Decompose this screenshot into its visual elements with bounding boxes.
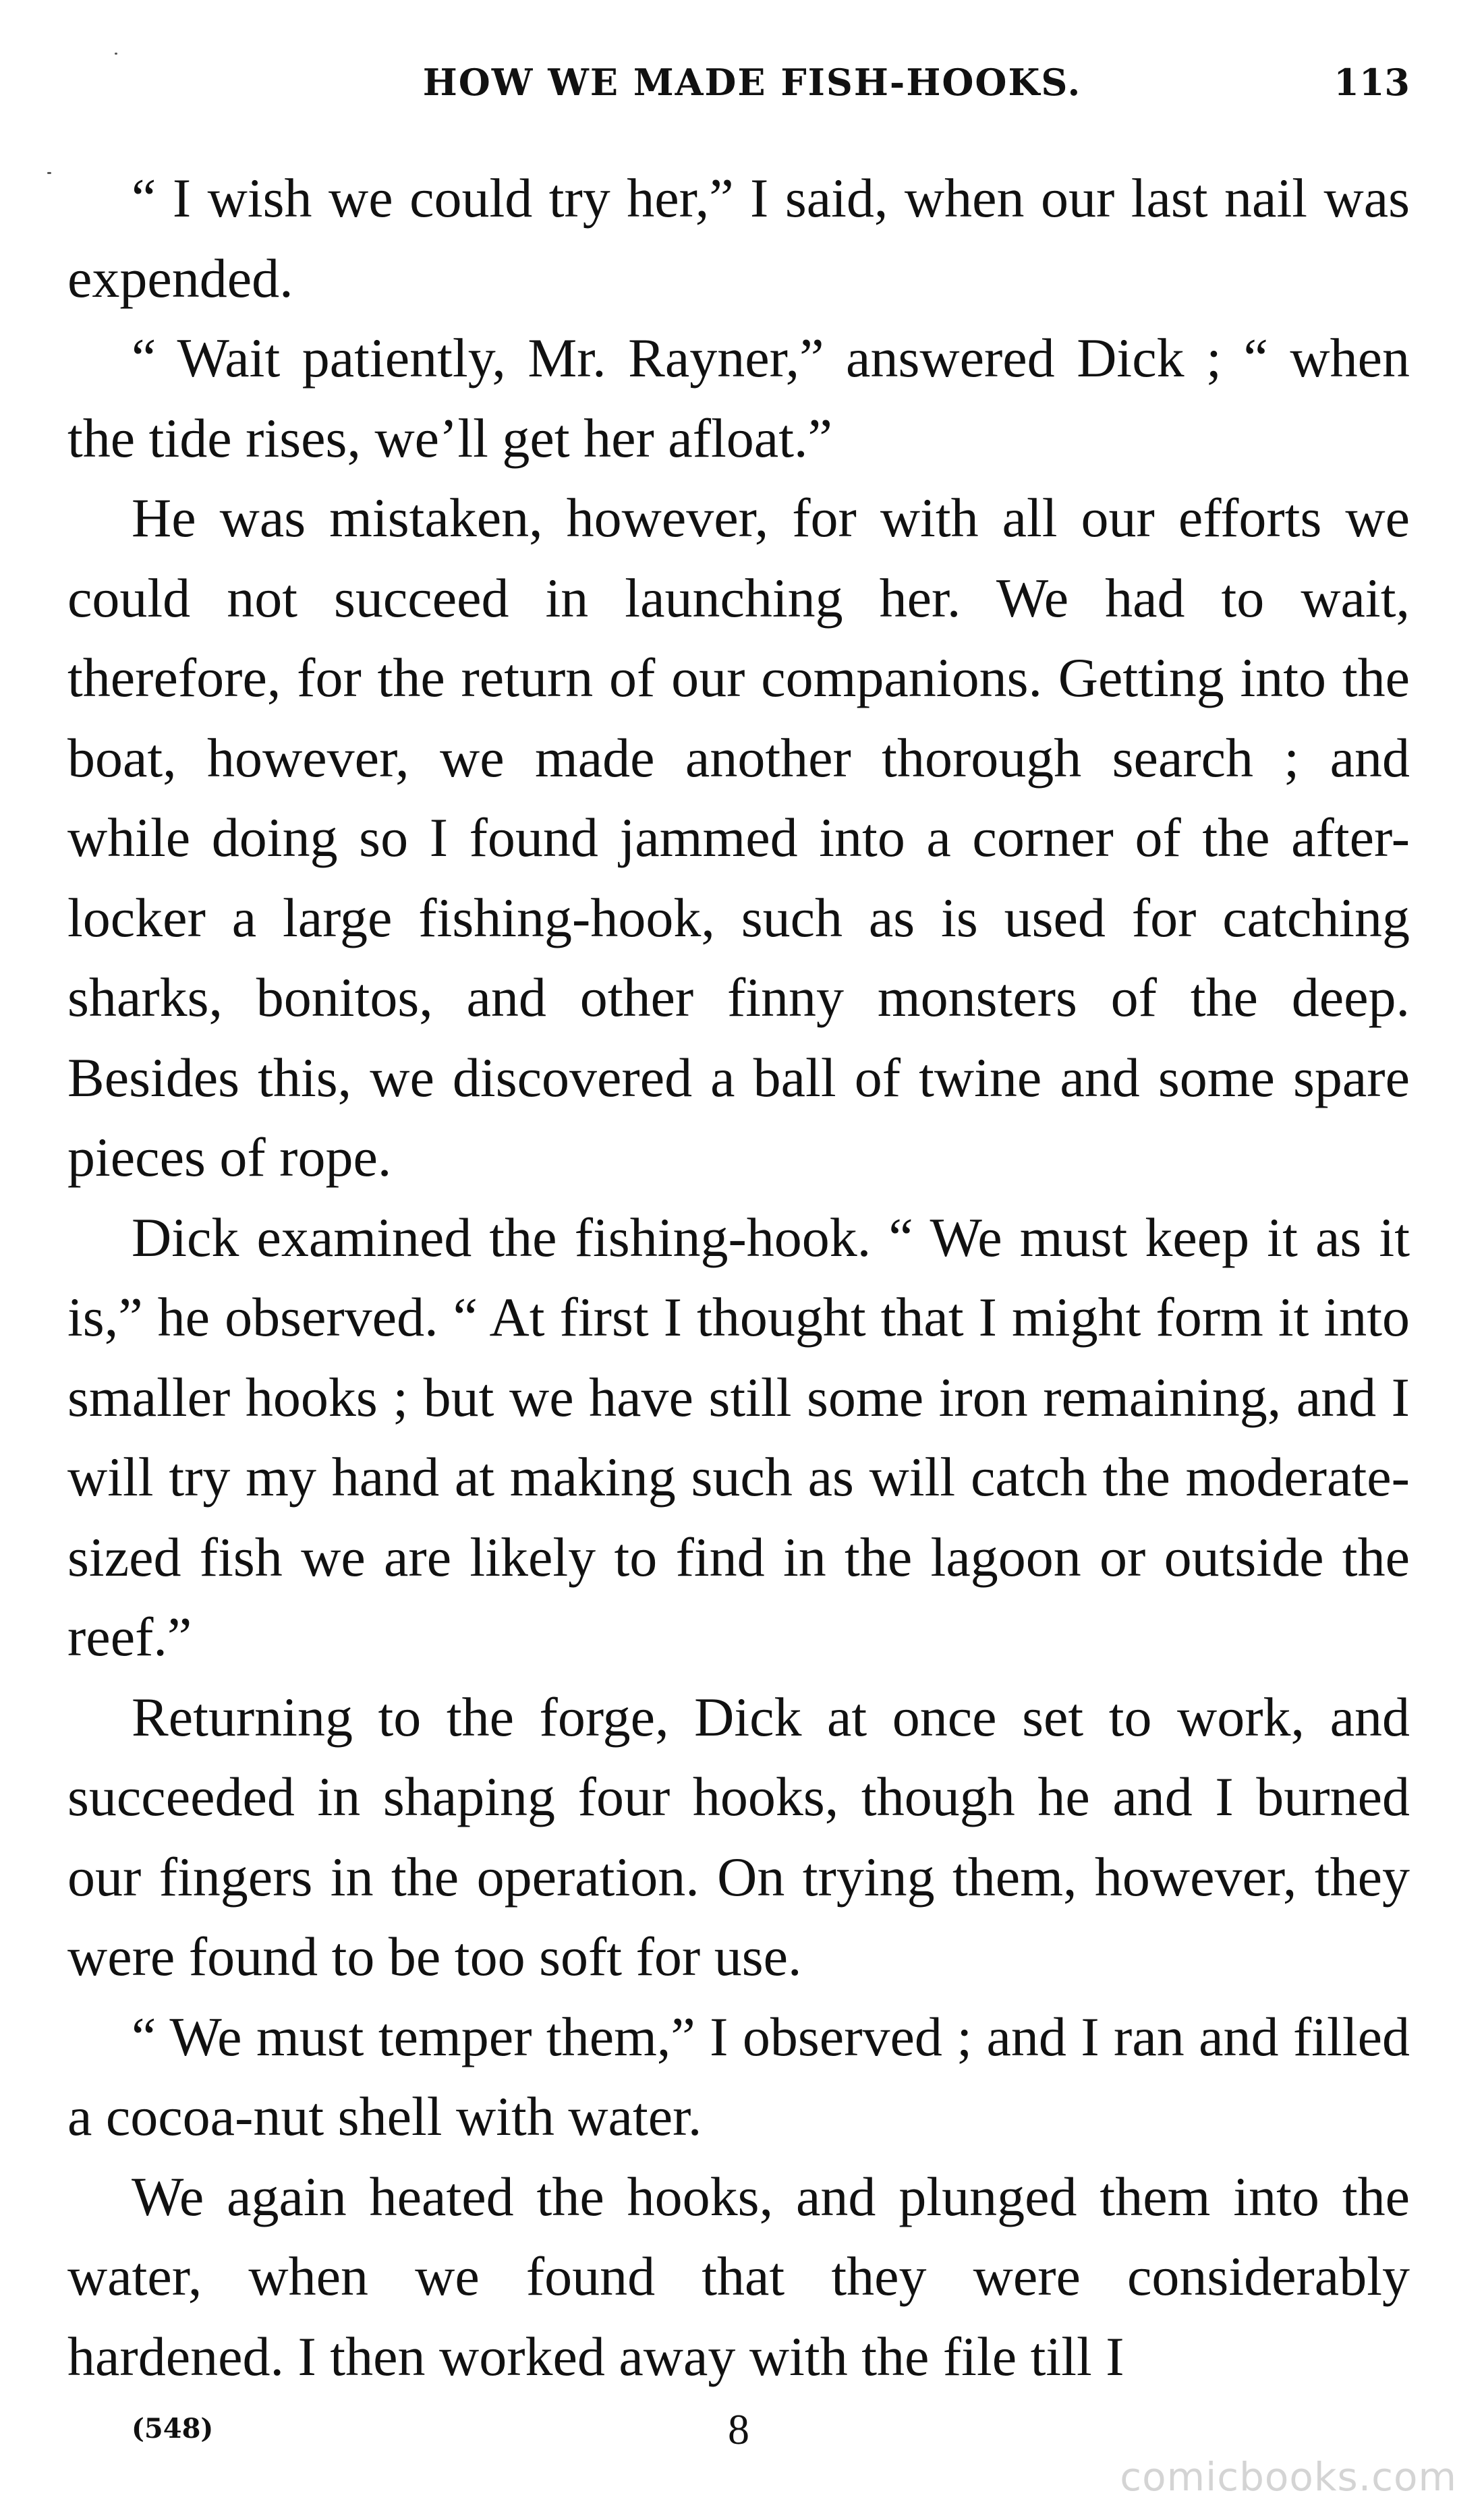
watermark: comicbooks.com — [1120, 2454, 1457, 2500]
paragraph: “ We must temper them,” I observed ; and I ran and filled a cocoa-nut shell with water. — [67, 2005, 1410, 2147]
paragraph: He was mistaken, however, for with all our efforts we could not succeed in launching her. We had to wait, therefore, for the return of our companions. Getting into the boat, however, we made another thorough search ; and while doing so I found jammed into a corner of the after-locker a large fishing-hook, such as is used for catching sharks, bonitos, and other finny monsters of the deep. Besides this, we discovered a ball of twine and some spare pieces of rope. — [67, 487, 1410, 1188]
printer-mark: (548) — [132, 2413, 214, 2444]
print-speck — [115, 53, 117, 55]
print-speck — [47, 172, 51, 174]
paragraph: We again heated the hooks, and plunged them into the water, when we found that they were considerably hardened. I then worked away with the file till I — [67, 2165, 1410, 2387]
body-text — [67, 159, 1410, 2397]
page-number: 113 — [1334, 61, 1410, 104]
running-title: HOW WE MADE FISH-HOOKS. — [422, 61, 1082, 104]
paragraph: Dick examined the fishing-hook. “ We must keep it as it is,” he observed. “ At first I thought that I might form it into smaller hooks ; but we have still some iron remaining, and I will try my hand at making such as will catch the moderate-sized fish we are likely to find in the lagoon or outside the reef.” — [67, 1206, 1410, 1667]
page-footer — [67, 2405, 1410, 2459]
paragraph: “ I wish we could try her,” I said, when our last nail was expended. — [67, 167, 1410, 309]
paragraph: “ Wait patiently, Mr. Rayner,” answered Dick ; “ when the tide rises, we’ll get her afloat.” — [67, 327, 1410, 469]
paragraph: Returning to the forge, Dick at once set to work, and succeeded in shaping four hooks, though he and I burned our fingers in the operation. On trying them, however, they were found to be too soft for use. — [67, 1686, 1410, 1987]
page-header — [67, 61, 1410, 115]
signature-mark: 8 — [728, 2405, 749, 2453]
